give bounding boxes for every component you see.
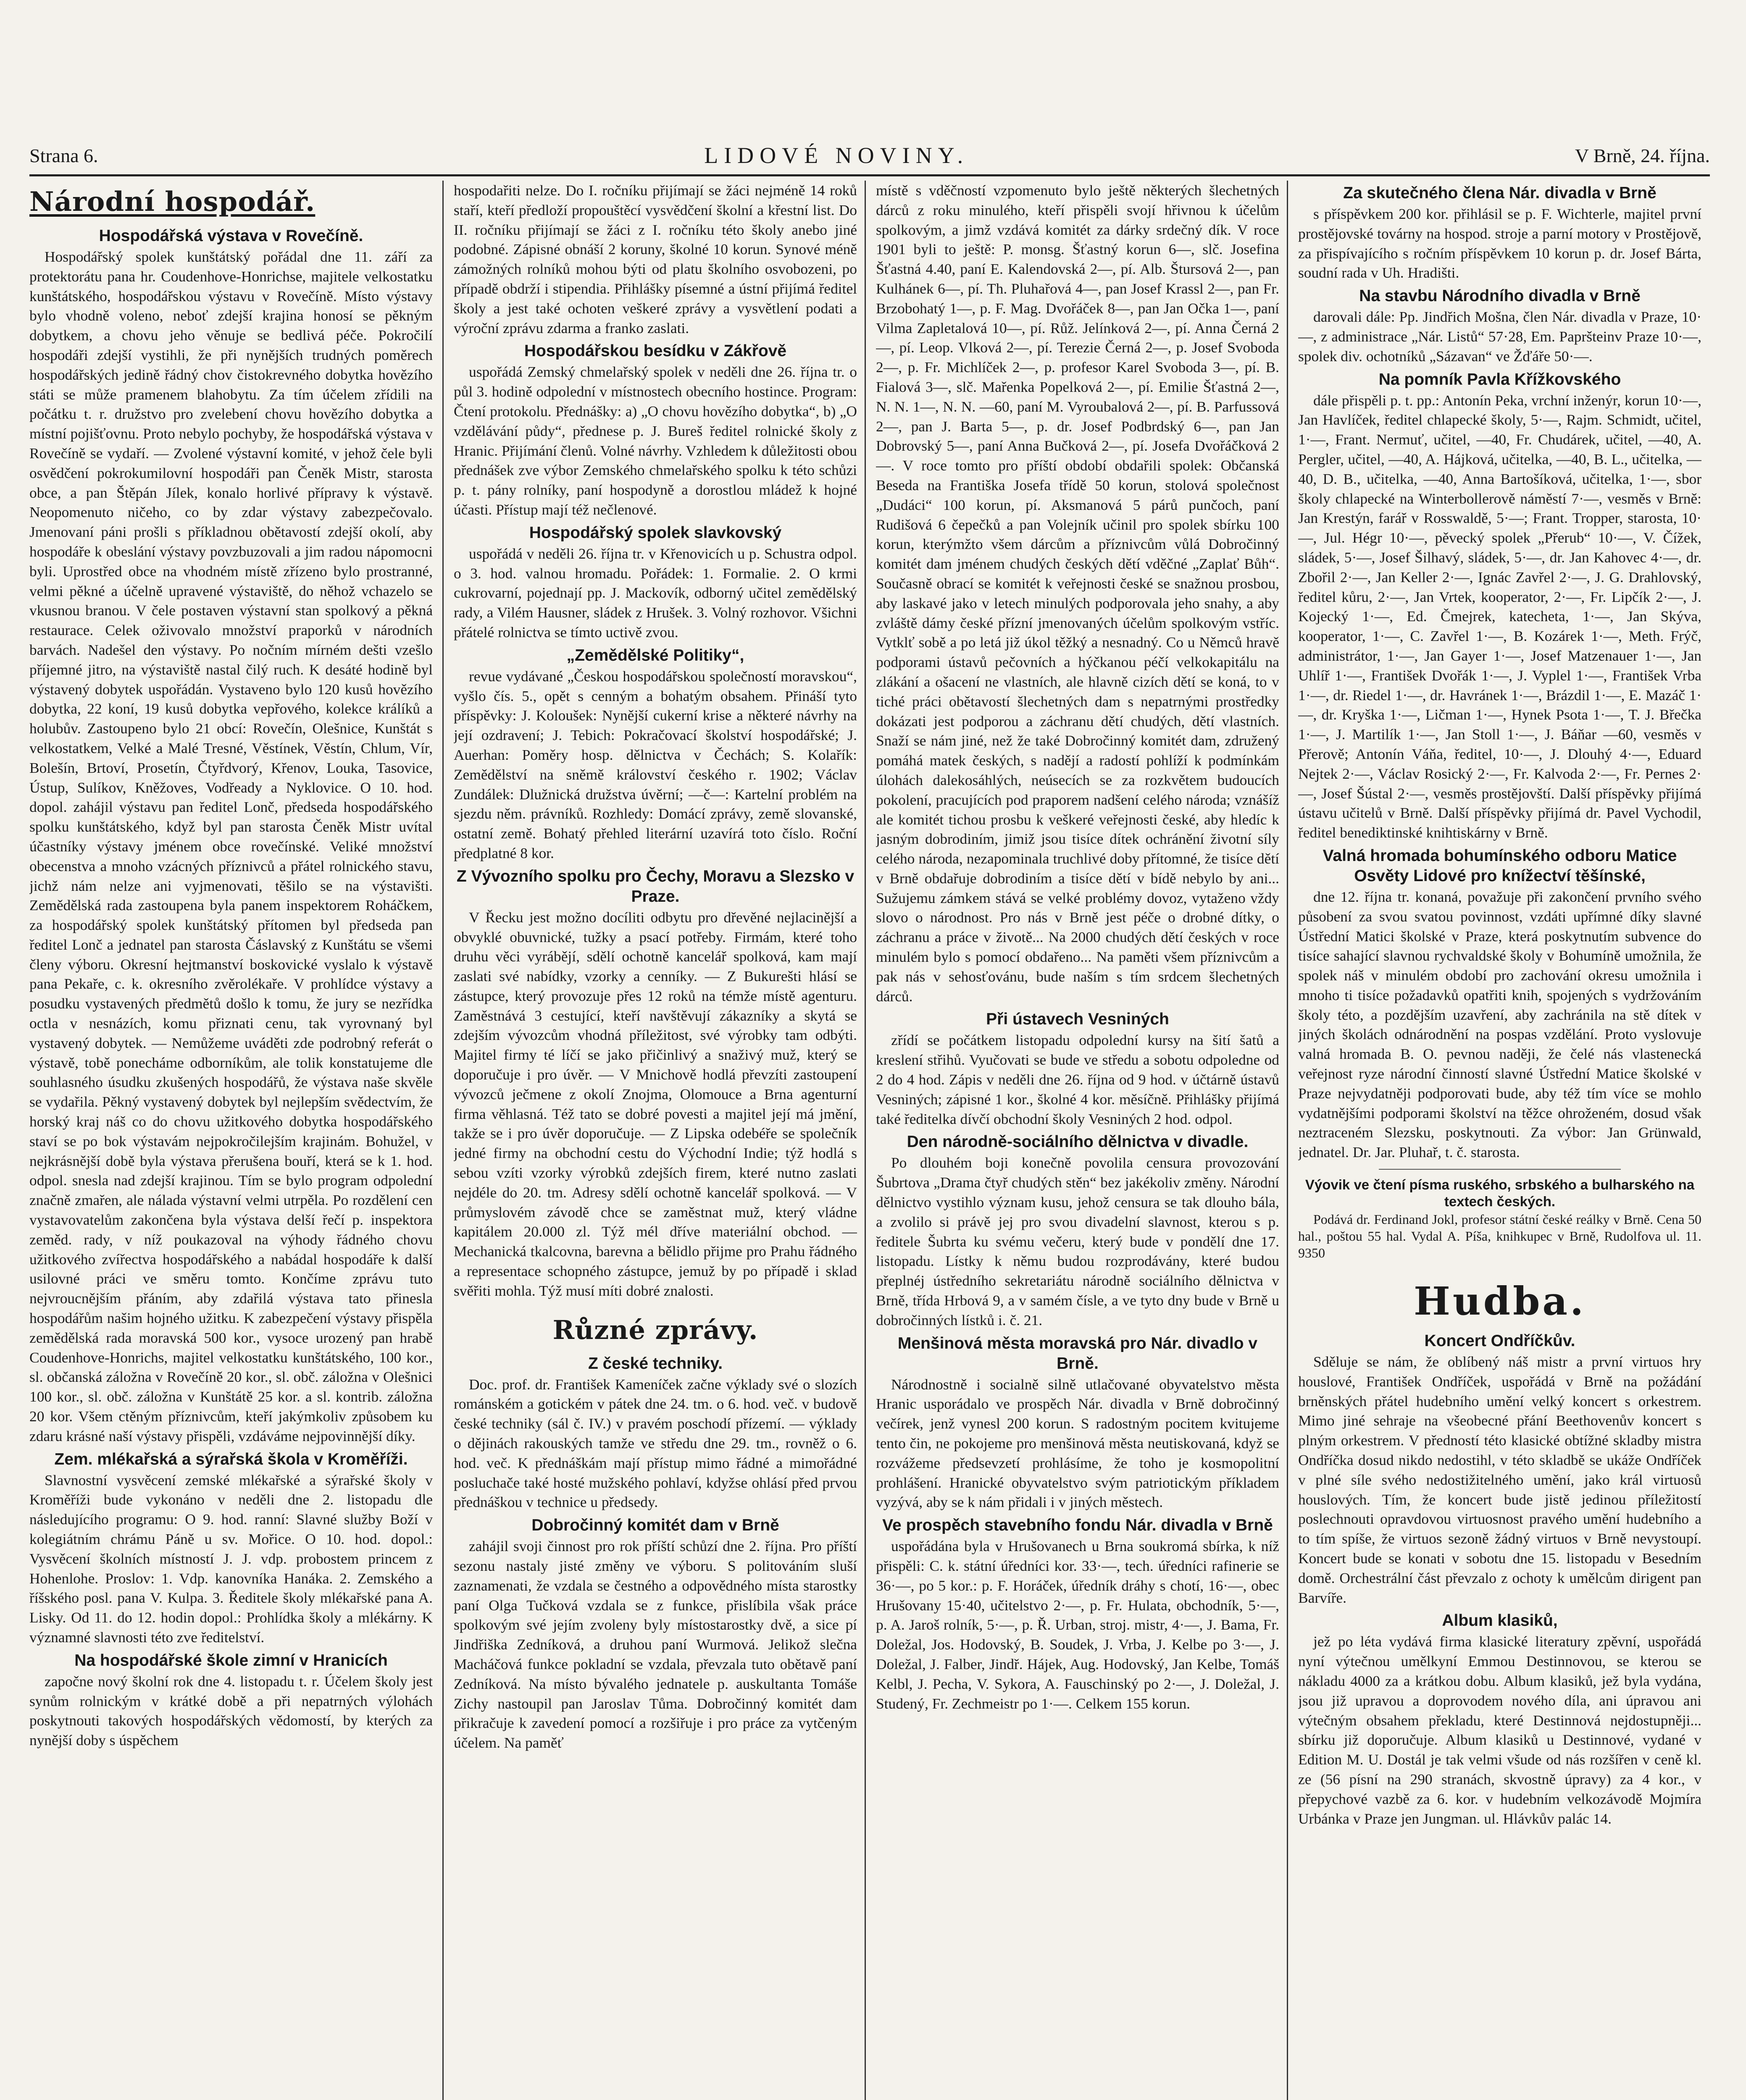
article-title: Hospodářskou besídku v Zákřově (524, 342, 787, 360)
article-body: místě s vděčností vzpomenuto bylo ještě některých šlechetných dárců z roku minulého, kteří přispěli svojí hřivnou k účelům spolkovým, a jimž vzdává komitét za dárky srdečný dík. V roce 1901 byli to ještě: P. monsg. Šťastný korun 6—, slč. Josefina Šťastná 4.40, paní E. Kalendovská 2—, pí. Alb. Štursová 2—, pan Kulhánek 6—, pí. Th. Pluhařová 4—, pan Josef Krassl 2—, pan Fr. Brzobohatý 1—, p. F. Mag. Dvořáček 8—, pan Jan Očka 1—, paní Vilma Zapletalová 10—, pí. Růž. Jelínková 2—, pí. Anna Černá 2—, pí. Leop. Vlková 2—, pí. Terezie Černá 2—, p. Josef Svoboda 2—, p. Fr. Michlíček 2—, p. profesor Karel Svoboda 3—, pí. B. Fialová 3—, slč. Mařenka Popelková 2—, pí. Emilie Šťastná 2—, N. N. 1—, N. N. —60, paní M. Vyroubalová 2—, pí. B. Parfussová 2—, pan J. Barta 5—, p. dr. Josef Podbrdský 6—, pan Jan Dobrovský 5—, paní Anna Bučková 2—, pí. Josefa Dvořáčková 2—. V roce tomto pro příští období obdařili spolek: Občanská Beseda na Františka Josefa třídě 50 korun, stolová společnost „Dudáci“ 100 korun, pí. Aksmanová 5 párů punčoch, paní Rudišová 6 čepečků a pan Volejník učinil pro spolek sbírku 100 korun, kterýmžto všem dárcům a příznivcům vůlá Dobročinný komitét dam jménem chudých českých dětí vděčné „Zaplať Bůh“. Současně obrací se komitét k veřejnosti české se snažnou prosbou, aby laskavé jako v letech minulých podporovala jeho snahy, a aby zvláště dámy české přízní jmenovaných účelům spolkovým vstříc. Vytklť sobě a po letá již úkol těžký a nesnadný. Co u Němců hravě podporami ústavů pečovních a hýčkanou péčí velkokapitálu na zlákání a ošacení ne vlastních, ale hlavně cizích dětí se koná, to v tiché práci obětavostí šlechetných dam s nepatrnými prostředky dokázati jest podporou a záchranu dětí chudých, dětí vlastních. Snaží se nám jiné, než že také Dobročinný komitét dam, združený pomáhá matek českých, s nadějí a radostí pohlíží k podmínkám úlohách dalekosáhlých, neúsecích se za rozkvětem budoucích pokolení, pracujících pod praporem nadšení celého národa; vznášíž ale komitét tichou prosbu k veškeré veřejnosti české, aby hledíc k jasným dobrodiním, jimiž jsou tisíce dítek ochránění životní síly celého národa, nezapominala truchlivé doby přítomné, že tisíce dětí v Brně obdařuje dobrodiním a tisíce dětí v bídě nebylo by ani... Sužujemu zámkem stává se velké problémy dovoz, vytaženo vždy slovo o národnost. Pro nás v Brně jest péče o drobné dítky, o záchranu a práce v životě... Na 2000 chudých dětí českých v roce minulém bylo s pomocí obdařeno... Na paměti všem příznivcům a pak nás v sehosťovánu, bude naším s tím srdcem šlechetných dárců. (876, 182, 1279, 1005)
page-header (29, 141, 1710, 170)
article-title: Dobročinný komitét dam v Brně (531, 1516, 779, 1535)
article-body: hospodařiti nelze. Do I. ročníku přijímají se žáci nejméně 14 roků staří, kteří předloží propouštěcí vysvědčení školní a křestní list. Do II. ročníku přijímají se žáci z I. ročníku této školy anebo jiné podobné. Zápisné obnáší 2 koruny, školné 10 korun. Synové méně zámožných rolníků mohou býti od platu školního osvobozeni, po případě obdrží i stipendia. Přihlášky písemné a ústní přijímá ředitel školy a jest také ochoten veškeré zprávy a vysvětlení podati a výroční zprávu zdarma a franko zaslati. (454, 182, 857, 336)
article-body: zahájil svoji činnost pro rok příští schůzí dne 2. října. Pro příští sezonu nastaly jisté změny ve výboru. S politováním sluší zaznamenati, že vzdala se čestného a odpovědného místa starostky paní Olga Tučková vzdala se z funkce, přislíbila však práce spolkovým své jejím zvoleny byly místostarostky dvě, a sice pí Jindřiška Zedníková, a druhou paní Wurmová. Jelikož slečna Macháčová funkce pokladní se vzdala, převzala tuto obětavě paní Zedníková. Na místo bývalého jednatele p. auskultanta Tomáše Zichy nastoupil pan Jaroslav Tůma. Dobročinný komitét dam přikračuje k zavedení pomocí a rozšiřuje i pro práce za vytčeným účelem. Na paměť (454, 1538, 857, 1751)
article-body: s příspěvkem 200 kor. přihlásil se p. F. Wichterle, majitel první prostějovské továrny na hospod. stroje a parní motory v Prostějově, za přispívajícího s ročním příspěvkem 10 korun p. dr. Josef Bárta, soudní rada v Uh. Hradišti. (1298, 205, 1701, 281)
article-body: Slavnostní vysvěcení zemské mlékařské a sýrařské školy v Kroměříži bude vykonáno v neděli dne 2. listopadu dle následujícího programu: O 9. hod. ranní: Slavné služby Boží v kolegiátním chrámu Páně u sv. Mořice. O 10. hod. dopol.: Vysvěcení školních místností J. J. vdp. probostem princem z Hohenlohe. Proslov: 1. Vdp. kanovníka Hanáka. 2. Zemského a říšského posl. pana V. Kulpa. 3. Ředitele školy mlékařské pana A. Lisky. Od 11. do 12. hodin dopol.: Prohlídka školy a mlékárny. K významné slavnosti této zve ředitelství. (29, 1471, 433, 1646)
article-body: započne nový školní rok dne 4. listopadu t. r. Účelem školy jest synům rolnickým v krátké době a při nepatrných výlohách poskytnouti takových hospodářských vědomostí, by kterých za nynější doby s úspěchem (29, 1672, 433, 1749)
article-body: darovali dále: Pp. Jindřich Mošna, člen Nár. divadla v Praze, 10·—, z administrace „Nár. Listů“ 57·28, Em. Papršteinv Praze 10·—, spolek div. ochotníků „Sázavan“ ve Žďáře 50·—. (1298, 308, 1701, 365)
column-3 (876, 181, 1279, 2100)
article-title: Hospodářská výstava v Rovečíně. (99, 227, 363, 245)
page-number: Strana 6. (29, 144, 98, 166)
column-2 (454, 181, 857, 2100)
article-body: Po dlouhém boji konečně povolila censura provozování Šubrtova „Drama čtyř chudých stěn“ bez jakékoliv změny. Národní dělnictvo vystihlo význam kusu, jehož censura se tak dlouho bála, a zvolilo si právě jej pro svou divadelní slavnost, kterou s p. ředitele Šubrta ku svému večeru, který bude v pondělí dne 17. listopadu. Lístky k němu budou rozprodávány, které budou přeplnéj ústředního sekretariátu národně sociálního dělnictva v Brně, třída Hrbová 9, a v samém čísle, a ve tyto dny bude v Brně u dobročinných lístků i. č. 21. (876, 1154, 1279, 1328)
column-divider (1287, 181, 1288, 2100)
article-title: Koncert Ondříčkův. (1424, 1332, 1575, 1350)
article-body: uspořádá v neděli 26. října tr. v Křenovicích u p. Schustra odpol. o 3. hod. valnou hromadu. Pořádek: 1. Formalie. 2. O krmi cukrovarní, pojednají pp. J. Mackovík, odborný učitel zemědělský rady, a Vilém Hausner, sládek z Hrušek. 3. Volný rozhovor. Všichni přátelé rolnictva se tímto uctivě zvou. (454, 545, 857, 640)
article-title: Na pomník Pavla Křížkovského (1378, 370, 1621, 388)
column-1 (29, 181, 433, 2100)
article-title: Na stavbu Národního divadla v Brně (1359, 287, 1641, 305)
article-title: Den národně-sociálního dělnictva v divadle. (907, 1133, 1249, 1151)
advert-title: Výovik ve čtení písma ruského, srbského a bulharského na textech českých. (1305, 1177, 1695, 1210)
section-title-misc: Různé zprávy. (552, 1314, 758, 1345)
issue-date: V Brně, 24. října. (1575, 144, 1710, 166)
article-body: Doc. prof. dr. František Kameníček začne výklady své o slozích románském a gotickém v pátek dne 24. tm. o 6. hod. več. v budově české techniky (sál č. IV.) v pravém poschodí přízemí. — výklady o dějinách rakouských tamže ve středu dne 29. tm., rovněž o 6. hod. več. K přednáškám mají přístup mimo řádné a mimořádné posluchače také hosté mužského pohlaví, kdyžse ohlásí před prvou přednáškou v technice u předsedy. (454, 1376, 857, 1511)
article-title: Valná hromada bohumínského odboru Matice Osvěty Lidové pro knížectví těšínské, (1323, 846, 1677, 885)
article-title: Z Vývozního spolku pro Čechy, Moravu a Slezsko v Praze. (456, 867, 855, 906)
article-body: uspořádá Zemský chmelařský spolek v neděli dne 26. října tr. o půl 3. hodině odpolední v místnostech obecního hostince. Program: Čtení protokolu. Přednášky: a) „O chovu hovězího dobytka“, b) „O vzdělávání půdy“, přednese p. J. Bureš ředitel rolnické školy z Hranic. Přijímání členů. Volné návrhy. Vzhledem k důležitosti obou přednášek zve výbor Zemského chmelařského spolku k této schůzi p. t. pány rolníky, paní hospodyně a dorostlou mládež k hojné účasti. Přístup mají též nečlenové. (454, 363, 857, 518)
advert-body: Podává dr. Ferdinand Jokl, profesor státní české reálky v Brně. Cena 50 hal., poštou 55 hal. Vydal A. Píša, knihkupec v Brně, Rudolfova ul. 11. 9350 (1298, 1212, 1701, 1261)
section-title-economy: Národní hospodář. (29, 186, 316, 218)
article-title: Z české techniky. (588, 1354, 723, 1373)
header-rule (29, 174, 1710, 176)
article-title: Při ústavech Vesniných (986, 1010, 1169, 1029)
article-body: Národnostně i socialně silně utlačované obyvatelstvo města Hranic usporádalo ve prospěch Nár. divadla v Brně dobročinný večírek, jenž vynesl 200 korun. S radostným pocitem kvitujeme tento čin, ne pokojeme pro menšinová města neutiskovaná, když se rozvážeme předsevzetí prohlásíme, že toho je kosmopolitní prohlášení. Hranické obyvatelstvo svým patriotickým příkladem vyzývá, aby se k nám přidali i v jiných městech. (876, 1376, 1279, 1511)
article-body: uspořádána byla v Hrušovanech u Brna soukromá sbírka, k níž přispěli: C. k. státní úředníci kor. 33·—, tech. úředníci rafinerie se 36·—, po 5 kor.: p. F. Horáček, úředník dráhy s chotí, 16·—, obec Hrušovany 15·40, učitelstvo 2·—, p. Fr. Hulata, obchodník, 5·—, p. A. Jaroš rolník, 5·—, p. Ř. Urban, stroj. mistr, 4·—, J. Bama, Fr. Doležal, Jos. Hodovský, B. Soudek, J. Vrba, J. Kelbe po 3·—, J. Doležal, J. Falber, Jindř. Hájek, Aug. Hodovský, Jan Kelbe, Tomáš Kelbl, J. Pecha, V. Sykora, A. Fauschinský po 2·—, J. Doležal, J. Studený, Fr. Zechmeistr po 1·—. Celkem 155 korun. (876, 1538, 1279, 1712)
column-divider (865, 181, 866, 2100)
article-body: V Řecku jest možno docíliti odbytu pro dřevěné nejlacinější a obvyklé obuvnické, tužky a psací potřeby. Firmám, které toho druhu věci vyrábějí, sdělí ochotně kancelář spolková, kam mají zaslati své nabídky, vzorky a cenníky. — Z Bukurešti hlásí se zástupce, který provozuje přes 12 roků na témže místě agenturu. Zaměstnává 3 cestující, kteří navštěvují zákazníky a skytá se zdejším vývozcům vhodná příležitost, své výrobky tam odbýti. Majitel firmy té líčí se jako přičinlivý a snaživý muž, který se doporučuje i pro úvěr. — V Mnichově hodlá převzíti zastoupení vývozců ječmene z okolí Znojma, Olomouce a Brna agenturní firma věhlasná. Též tato se dobré povesti a majitel její má jmění, takže se i pro úvěr doporučuje. — Z Lipska odebéře se společník jedné firmy na obchodní cestu do Východní Indie; týž hodlá s sebou vzíti vzorky výrobků zdejších firem, které nutno zaslati nejdéle do 20. tm. Adresy sdělí ochotně kancelář spolková. — V průmyslovém závodě chce se zaměstnat muž, který vládne kapitálem 20.000 zl. Týž mél dříve materiální obchod. — Mechanická tkalcovna, barevna a bělidlo přijme pro Prahu řádného a representace schopného zástupce, jemuž by po případě i sklad svěřiti mohla. Týž musí míti dobré znalosti. (454, 908, 857, 1299)
article-title: Za skutečného člena Nár. divadla v Brně (1343, 184, 1657, 202)
article-body: revue vydávané „Českou hospodářskou společností moravskou“, vyšlo čís. 5., opět s cenným a bohatým obsahem. Přináší tyto příspěvky: J. Koloušek: Nynější cukerní krise a některé návrhy na její ozdravení; J. Tebich: Pokračovací školství hospodářské; J. Auerhan: Poměry hosp. dělnictva v Čechách; S. Kolařík: Zemědělství na sněmě království českého r. 1902; Václav Zundálek: Dlužnická družstva úvěrní; —č—: Kartelní problém na sjezdu něm. právníků. Rozhledy: Domácí zprávy, země slovanské, ostatní země. Bohatý přehled literární uzavírá toto číslo. Roční předplatné 8 kor. (454, 667, 857, 861)
article-body: jež po léta vydává firma klasické literatury zpěvní, uspořádá nyní výtečnou umělkyní Emmou Destinnovou, se kterou se nákladu 4000 za a krátkou dobu. Album klasiků, jež byla vydána, jsou již upravou a doprovodem nového díla, ani úpravou ani výtečným obsahem překladu, které Destinnová nejdostupněji... sbírku již doporučuje. Album klasiků u Destinnové, vydané v Edition M. U. Dostál je tak velmi všude od nás rozšířen v ceně kl. ze (56 písní na 290 stranách, skvostně úpravy) za 4 kor., v přepychové vazbě za 6. kor. v hudebním velkozávodě Mojmíra Urbánka v Praze jen Jungman. ul. Hlávkův palác 14. (1298, 1633, 1701, 1827)
column-divider (442, 181, 444, 2100)
article-body: dne 12. října tr. konaná, považuje při zakončení prvního svého působení za svou svatou povinnost, vzdáti upřímné díky slavné Ústřední Matici školské v Praze, která poskytnutím subvence do tisíce sahající slavnou rychvaldské školy v Bohumíně umožnila, že spolek náš v minulém období pro zachování okresu umožnila i mnoho ti tisíce požadavků opatřiti knih, spojených s vydržováním školy této, a pozdějším uzavření, aby zachránila na stě dítek v jiných školách odnárodnění na pospas vzdělání. Proto vyslovuje valná hromada B. O. pevnou naději, že čelé nás vlastenecká veřejnost ryze národní činností slavné Ústřední Matice školské v Praze nejvydatněji podporovati bude, aby též tím více se mohlo vydatnějšími podporami školství na těžce ohroženém, dosud však neztraceném Slezsku, poskytnouti. Za výbor: Jan Grünwald, jednatel. Dr. Jar. Pluhař, t. č. starosta. (1298, 888, 1701, 1161)
article-title: Album klasiků, (1442, 1612, 1558, 1630)
article-title: Ve prospěch stavebního fondu Nár. divadla v Brně (882, 1516, 1273, 1535)
article-title: Hospodářský spolek slavkovský (529, 523, 782, 542)
article-title: „Zemědělské Politiky“, (566, 646, 744, 664)
article-body: Sděluje se nám, že oblíbený náš mistr a první virtuos hry houslové, František Ondříček, uspořádá v Brně na požádání brněnských přátel hudebního umění velký koncert s orkestrem. Mimo jiné sehraje na všeobecné přání Beethovenův koncert s plným orkestrem. V předností této klasické obtížné skladby mistra Ondříčka dosud nikdo nedostihl, v této skladbě se ukáže Ondříček v plné síle svého nedostižitelného umění, jako král virtuosů houslových. Tím, že koncert bude jistě jedinou příležitostí poslechnouti opravdovou virtuosnost pravého umění hudebního a to tím spíše, že virtuos sezoně žádný virtuos v Brně nevystoupí. Koncert bude se konati v sobotu dne 15. listopadu v Besedním domě. Orchestrální část převzalo z ochoty k umělcům dirigent pan Barvíře. (1298, 1353, 1701, 1606)
column-4 (1298, 181, 1701, 2100)
article-title: Na hospodářské škole zimní v Hranicích (74, 1651, 388, 1670)
article-body: Hospodářský spolek kunštátský pořádal dne 11. září za protektorátu pana hr. Coudenhove-Honrichse, majitele velkostatku kunštátského, hospodářskou výstavu v Rovečíně. Místo výstavy bylo vhodně voleno, neboť zdejší krajina honosí se pěkným dobytkem, a chovu jeho věnuje se bedlivá péče. Pokročilí hospodáři zdejší vystihli, že při nynějších trudných poměrech hospodářských jedině řádný chov čistokrevného dobytka hovězího státi se může pramenem blahobytu. Za tím účelem zřídili na počátku t. r. družstvo pro zvelebení chovu hovězího dobytka a místní pojišťovnu. Proto nebylo pochyby, že hospodářská výstava v Rovečíně se vydaří. — Zvolené výstavní komité, v jehož čele byli osvědčení pokrokumilovní hospodáři pan Čeněk Mistr, starosta obce, a pan Štěpán Jílek, konalo horlivé přípravy k výstavě. Neopomenuto ničeho, co by zdar výstavy zabezpečovalo. Jmenovaní páni prošli s příkladnou obětavostí zdejší okolí, aby hospodáře k obeslání výstavy povzbuzovali a jim radou nápomocni byli. Uprostřed obce na vhodném místě zřízeno bylo prostranné, velmi pěkné a účelně upravené výstaviště, do něhož vchazelo se vkusnou branou. V čele postaven výstavní stan spolkový a pěkná restaurace. Celek oživovalo množství praporků v národních barvách. Nadešel den výstavy. Po nočním mírném dešti vzešlo příjemné jitro, na výstaviště nastal čilý ruch. K desáté hodině byl výstavený dobytek uspořádán. Vystaveno bylo 120 kusů hovězího dobytka, 22 koní, 19 kusů dobytka vepřového, kolekce králíků a holubův. Zastoupeno bylo 21 obcí: Rovečín, Olešnice, Kunštát s velkostatkem, Velké a Malé Tresné, Věstínek, Věstín, Chlum, Vír, Bolešín, Brtoví, Prosetín, Čtyřdvorý, Křenov, Louka, Tasovice, Ústup, Sulíkov, Kněžoves, Vodřeady a Nyklovice. O 10. hod. dopol. zahájil výstavu pan ředitel Lonč, předseda hospodářského spolku kunštátského, když byl pan starosta Čeněk Mistr uvítal účastníky výstavy jménem obce rovečínské. Veliké množství obecenstva a mnoho vzácných příznivců a přátel rolnického stavu, jichž nám nelze ani vyjmenovati, těšilo se na výstavišti. Zemědělská rada zastoupena byla panem inspektorem Roháčkem, za hospodářský spolek kunštátský přítomen byl předseda pan ředitel Lonč a jednatel pan starosta Čáslavský z Kunštátu se všemi členy výboru. Okresní hejtmanství boskovické vyslalo k výstavě pana Pekaře, c. k. okresního zvěrolékaře. V prohlídce výstavy a posudku vystavených předmětů došlo k tomu, že jury se nezřídka octla v nesnázích, komu přiznati cenu, tak vyrovnaný byl vystavený dobytek. — Nemůžeme uváděti zde podrobný referát o výstavě, tobě ponecháme odborníkům, ale tolik konstatujeme dle souhlasného úsudku zkušených hospodářů, že výstava naše skvěle se vydařila. Pěkný vystavený dobytek byl nejlepším svědectvím, že horský kraj náš co do chovu užitkového dobytka hospodářského staví se po bok výstavám nejpokročilejším krajinám. Bohužel, v nejkrásnější době byla výstava přerušena bouří, která se k 1. hod. odpol. snesla nad zdejší krajinou. Tím se bylo program odpolední značně zmařen, ale nálada výstavní velmi utrpěla. Po rozdělení cen vystavovatelům zakončena byla výstava delší řečí p. inspektora zeměd. rady, v níž poukazoval na výhody řádného chovu užitkového zvířectva hospodářského a nabádal hospodáře k další usilovné práci ve směru tomto. Končíme zprávu tuto nejvroucnějším přáním, aby zdařilá výstava tato přinesla hospodářům našim hojného užitku. K zabezpečení výstavy přispěla zemědělská rada moravská 500 kor., vysoce urozený pan hrabě Coudenhove-Honrichs, majitel velkostatku kunštátského, 100 kor., sl. občanská záložna v Rovečíně 20 kor., sl. obč. záložna v Olešnici 100 kor., sl. obč. záložna v Kunštátě 25 kor. a sl. kontrib. záložna 20 kor. Všem ctěným příznivcům, kteří jakýmkoliv způsobem ku zdaru krásné naší výstavy přispěli, vzdáváme nejpovinnější díky. (29, 248, 433, 1444)
separator (1379, 1169, 1621, 1170)
article-title: Menšinová města moravská pro Nár. divadlo v Brně. (897, 1334, 1258, 1373)
article-body: dále přispěli p. t. pp.: Antonín Peka, vrchní inženýr, korun 10·—, Jan Havlíček, ředitel chlapecké školy, 5·—, Rajm. Schmidt, učitel, 1·—, Frant. Nermuť, učitel, —40, Fr. Chudárek, učitel, —40, A. Pergler, učitel, —40, A. Hájková, učitelka, —40, B. L., učitelka, —40, D. B., učitelka, —40, Anna Bartošíková, učitelka, 1·—, sbor školy chlapecké na Winterbollerově náměstí 7·—, vesměs v Brně: Jan Krestýn, farář v Rosswaldě, 5·—; Frant. Tropper, starosta, 10·—, Jul. Hégr 10·—, pěvecký spolek „Přerub“ 10·—, V. Čížek, sládek, 5·—, Josef Šilhavý, sládek, 5·—, dr. Jan Kahovec 4·—, dr. Zbořil 2·—, Jan Keller 2·—, Ignác Zavřel 2·—, J. G. Drahlovský, ředitel kůru, 2·—, Jan Vrtek, kooperator, 2·—, Fr. Lipčík 2·—, J. Kojecký 1·—, Ed. Čmejrek, katecheta, 1·—, Jan Skýva, kooperator, 1·—, C. Zavřel 1·—, B. Kozárek 1·—, Meth. Frýč, administrátor, 1·—, Jan Gayer 1·—, Josef Matzenauer 1·—, Jan Uhlíř 1·—, František Dvořák 1·—, J. Vyplel 1·—, František Vrba 1·—, dr. Riedel 1·—, dr. Havránek 1·—, Brázdil 1·—, E. Mazáč 1·—, dr. Kryška 1·—, Ličman 1·—, Hynek Psota 1·—, T. J. Břečka 1·—, J. Martilík 1·—, Jan Stoll 1·—, J. Báňar —60, vesměs v Přerově; Antonín Váňa, ředitel, 10·—, J. Dlouhý 4·—, Eduard Nejtek 2·—, Václav Rosický 2·—, Fr. Kalvoda 2·—, Fr. Pernes 2·—, Josef Šústal 2·—, vesměs prostějovští. Další příspěvky přijímá ústavu učitelů v Brně. Další příspěvky přijímá dr. Pavel Vychodil, ředitel benediktinské knihtiskárny v Brně. (1298, 391, 1701, 841)
article-body: zřídí se počátkem listopadu odpolední kursy na šití šatů a kreslení střihů. Vyučovati se bude ve středu a sobotu odpoledne od 2 do 4 hod. Zápis v neděli dne 26. října od 9 hod. v účtárně ústavů Vesniných; zápisné 1 kor., školné 4 kor. měsíčně. Přihlášky přijímá také ředitelka dívčí obchodní školy Vesniných 2 hod. odpol. (876, 1032, 1279, 1127)
section-title-music: Hudba. (1413, 1278, 1586, 1324)
article-title: Zem. mlékařská a sýrařská škola v Kroměříži. (54, 1450, 408, 1468)
newspaper-title: LIDOVÉ NOVINY. (704, 143, 969, 168)
